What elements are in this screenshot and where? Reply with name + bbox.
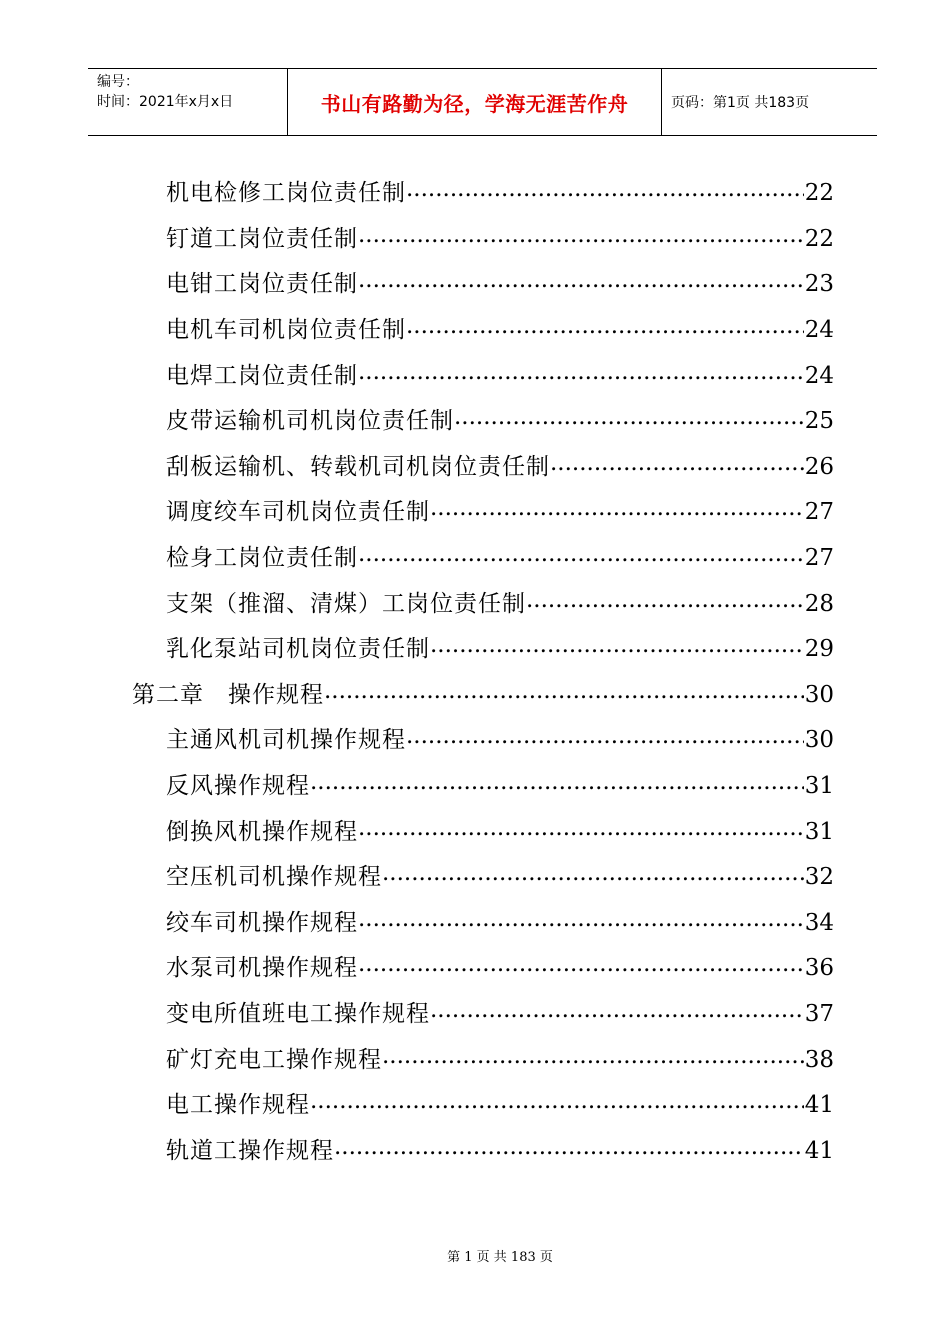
toc-dot-leader (358, 268, 804, 291)
toc-entry-page-number: 24 (804, 362, 834, 389)
toc-entry-page-number: 26 (804, 453, 834, 480)
toc-entry-title: 电焊工岗位责任制 (166, 362, 358, 389)
toc-entry[interactable] (0, 1080, 950, 1126)
toc-dot-leader (430, 496, 804, 519)
toc-entry[interactable] (0, 214, 950, 260)
toc-entry-page-number: 41 (804, 1092, 834, 1119)
toc-entry-title: 绞车司机操作规程 (166, 909, 358, 936)
toc-entry-page-number: 38 (804, 1046, 834, 1073)
page-footer: 第 1 页 共 183 页 (447, 1250, 553, 1265)
toc-entry-title: 调度绞车司机岗位责任制 (166, 499, 430, 526)
toc-entry-page-number: 27 (804, 499, 834, 526)
toc-entry-title: 主通风机司机操作规程 (166, 727, 406, 754)
toc-entry-title: 水泵司机操作规程 (166, 955, 358, 982)
toc-entry[interactable] (0, 806, 950, 852)
toc-dot-leader (550, 451, 804, 474)
toc-dot-leader (358, 223, 804, 246)
toc-chapter-entry[interactable] (0, 670, 950, 716)
toc-entry-page-number: 23 (804, 271, 834, 298)
toc-entry-page-number: 22 (804, 180, 834, 207)
toc-entry-page-number: 36 (804, 955, 834, 982)
toc-entry-title: 倒换风机操作规程 (166, 818, 358, 845)
toc-entry[interactable] (0, 442, 950, 488)
toc-dot-leader (358, 360, 804, 383)
toc-entry[interactable] (0, 1125, 950, 1171)
document-time-label: 时间：2021年x月x日 (97, 94, 234, 110)
toc-entry-page-number: 34 (804, 909, 834, 936)
toc-entry-page-number: 37 (804, 1000, 834, 1027)
toc-entry[interactable] (0, 852, 950, 898)
header-meta (88, 69, 288, 135)
toc-dot-leader (310, 1089, 804, 1112)
toc-entry-page-number: 30 (804, 727, 834, 754)
toc-dot-leader (454, 405, 804, 428)
toc-entry-page-number: 28 (804, 590, 834, 617)
toc-dot-leader (324, 679, 804, 702)
toc-entry-page-number: 22 (804, 225, 834, 252)
toc-entry-title: 乳化泵站司机岗位责任制 (166, 636, 430, 663)
toc-entry-page-number: 31 (804, 773, 834, 800)
toc-dot-leader (406, 724, 804, 747)
toc-dot-leader (310, 770, 804, 793)
toc-entry-page-number: 24 (804, 317, 834, 344)
toc-dot-leader (382, 1044, 804, 1067)
table-of-contents (0, 168, 950, 1171)
toc-dot-leader (430, 633, 804, 656)
toc-entry-title: 刮板运输机、转载机司机岗位责任制 (166, 453, 550, 480)
toc-entry-title: 第二章 操作规程 (132, 681, 324, 708)
toc-entry[interactable] (0, 396, 950, 442)
toc-entry[interactable] (0, 305, 950, 351)
toc-entry[interactable] (0, 259, 950, 305)
toc-entry-title: 电钳工岗位责任制 (166, 271, 358, 298)
toc-dot-leader (406, 177, 804, 200)
toc-entry[interactable] (0, 533, 950, 579)
toc-entry-page-number: 27 (804, 545, 834, 572)
page-header (88, 68, 877, 136)
toc-entry[interactable] (0, 1034, 950, 1080)
toc-dot-leader (406, 314, 804, 337)
toc-dot-leader (526, 588, 804, 611)
toc-dot-leader (358, 816, 804, 839)
toc-entry-page-number: 41 (804, 1137, 834, 1164)
toc-entry[interactable] (0, 168, 950, 214)
toc-entry-title: 轨道工操作规程 (166, 1137, 334, 1164)
toc-entry[interactable] (0, 989, 950, 1035)
toc-entry[interactable] (0, 761, 950, 807)
toc-entry[interactable] (0, 624, 950, 670)
toc-entry-page-number: 30 (804, 681, 834, 708)
toc-entry-title: 空压机司机操作规程 (166, 864, 382, 891)
toc-dot-leader (358, 542, 804, 565)
toc-entry-title: 变电所值班电工操作规程 (166, 1000, 430, 1027)
toc-dot-leader (382, 861, 804, 884)
toc-entry[interactable] (0, 350, 950, 396)
header-page-info: 页码：第1页 共183页 (671, 95, 810, 111)
toc-entry-title: 矿灯充电工操作规程 (166, 1046, 382, 1073)
toc-entry[interactable] (0, 943, 950, 989)
toc-dot-leader (358, 952, 804, 975)
toc-entry[interactable] (0, 715, 950, 761)
toc-entry[interactable] (0, 487, 950, 533)
toc-entry-title: 机电检修工岗位责任制 (166, 180, 406, 207)
toc-dot-leader (334, 1135, 804, 1158)
toc-entry-title: 钉道工岗位责任制 (166, 225, 358, 252)
toc-entry-title: 反风操作规程 (166, 773, 310, 800)
toc-entry-page-number: 25 (804, 408, 834, 435)
toc-entry-page-number: 29 (804, 636, 834, 663)
toc-entry-title: 电工操作规程 (166, 1092, 310, 1119)
document-number-label: 编号： (97, 74, 139, 90)
toc-dot-leader (358, 907, 804, 930)
header-motto: 书山有路勤为径，学海无涯苦作舟 (288, 69, 662, 135)
toc-entry-title: 检身工岗位责任制 (166, 545, 358, 572)
toc-entry[interactable] (0, 898, 950, 944)
toc-entry-title: 电机车司机岗位责任制 (166, 317, 406, 344)
toc-entry-page-number: 32 (804, 864, 834, 891)
toc-entry-title: 皮带运输机司机岗位责任制 (166, 408, 454, 435)
toc-dot-leader (430, 998, 804, 1021)
toc-entry-page-number: 31 (804, 818, 834, 845)
toc-entry-title: 支架（推溜、清煤）工岗位责任制 (166, 590, 526, 617)
toc-entry[interactable] (0, 578, 950, 624)
